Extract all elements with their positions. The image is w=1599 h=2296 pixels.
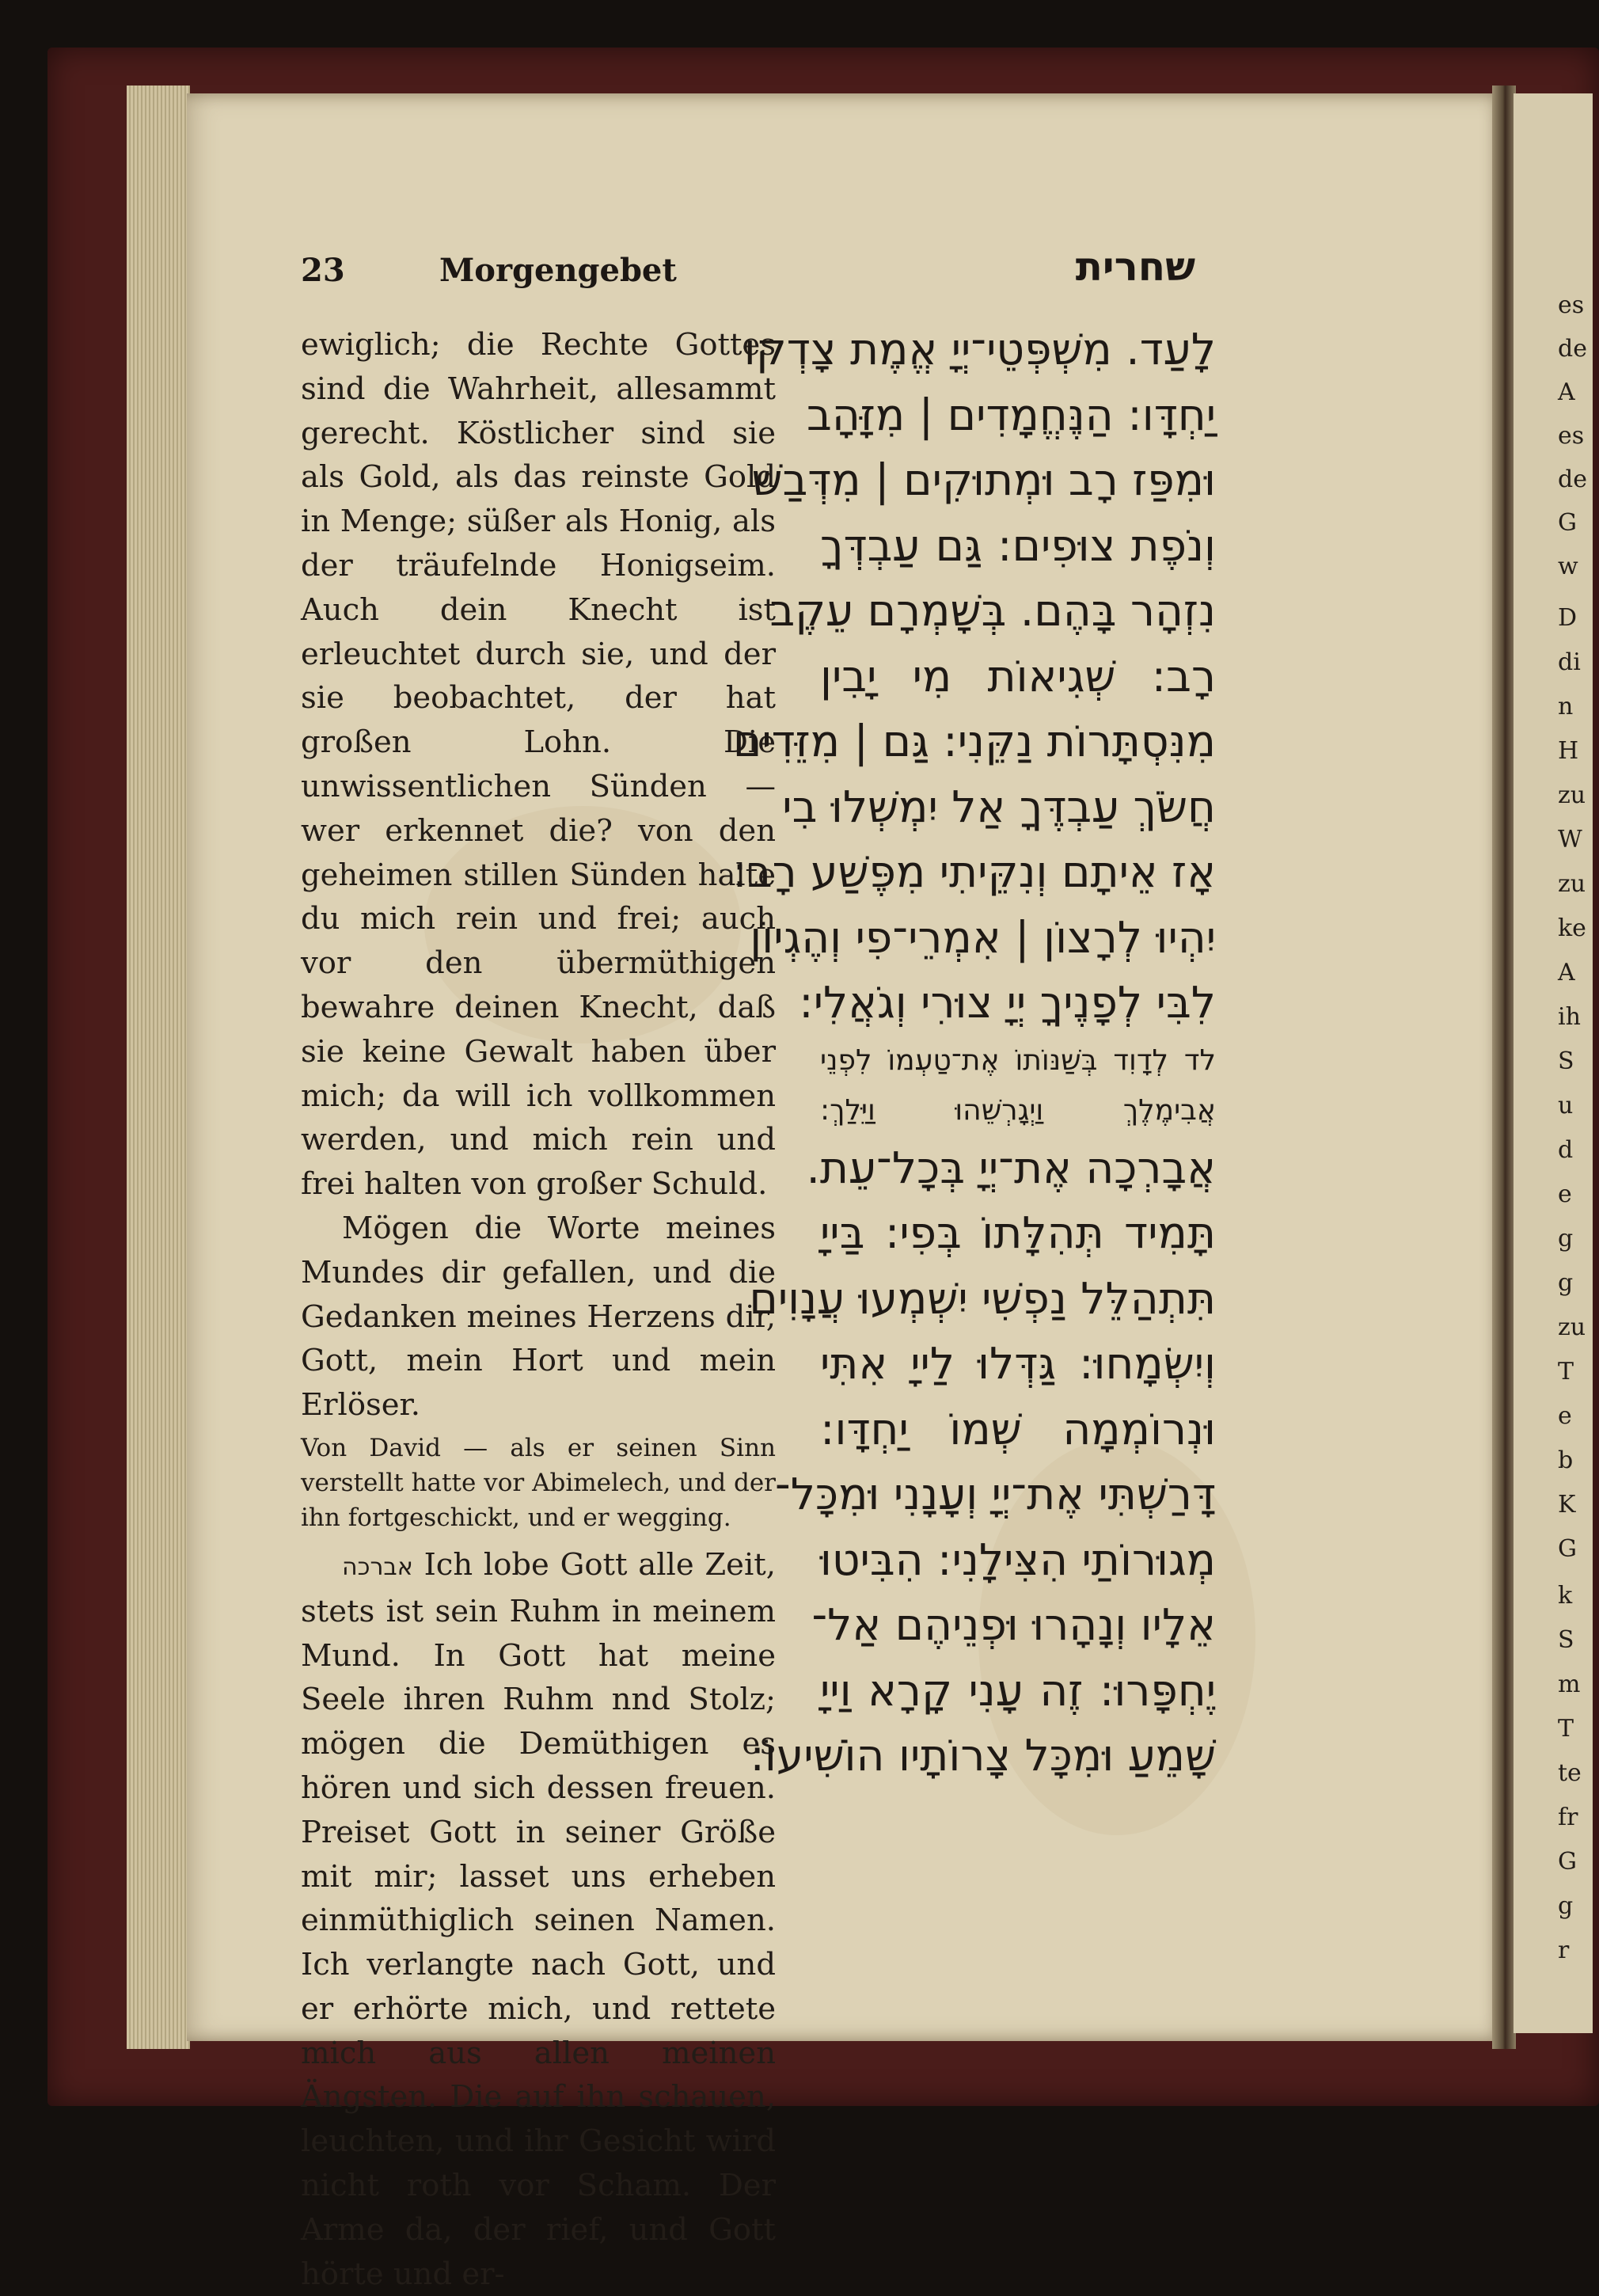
next-page-fragment: de (1558, 466, 1587, 493)
hebrew-line: שָׁמֵעַ וּמִכָּל צָרוֹתָיו הוֹשִׁיעוֹ: (750, 1730, 1216, 1781)
hebrew-line: יִהְיוּ לְרָצוֹן | אִמְרֵי־פִי וְהֶגְיוֹן (750, 911, 1216, 963)
next-page-fragment: ke (1558, 914, 1586, 942)
hebrew-line: אֵלָיו וְנָהָרוּ וּפְנֵיהֶם אַל־ (811, 1599, 1216, 1650)
next-page-fragment: d (1558, 1136, 1574, 1164)
next-page-fragment: T (1558, 1358, 1574, 1386)
hebrew-line: אָז אֵיתָם וְנִקֵּיתִי מִפֶּשַׁע רָב: (732, 846, 1216, 897)
next-page-fragment: D (1558, 604, 1578, 632)
next-page-fragment: S (1558, 1047, 1574, 1075)
next-page-fragment: G (1558, 1535, 1577, 1563)
next-page-fragment: W (1558, 826, 1582, 853)
next-page-fragment: e (1558, 1402, 1572, 1430)
next-page-fragment: te (1558, 1759, 1582, 1787)
hebrew-caption-line: לד לְדָוִד בְּשַׁנּוֹתוֹ אֶת־טַעְמוֹ לִפְנֵי (820, 1043, 1216, 1077)
next-page-fragment: g (1558, 1269, 1574, 1297)
running-head (301, 244, 1195, 307)
next-page-fragment: de (1558, 335, 1587, 363)
hebrew-line: תִּתְהַלֵּל נַפְשִׁי יִשְׁמְעוּ עֲנָוִים (749, 1272, 1216, 1324)
next-page-fragment: u (1558, 1092, 1574, 1119)
german-paragraph-text: Ich lobe Gott alle Zeit, stets ist sein Ruhm in meinem Mund. In Gott hat meine Seele ihren Ruhm nnd Stolz; mögen die Demüthigen es hören und sich dessen freuen. Preiset Gott in seiner Größe mit mir; lasset uns erheben einmüthiglich seinen Namen. Ich verlangte nach Gott, und er erhörte mich, und rettete mich aus allen meinen Ängsten. Die auf ihn schauen, leuchten, und ihr Gesicht wird nicht roth vor Scham. Der Arme da, der rief, und Gott hörte und er- (301, 1546, 776, 2292)
hebrew-line: אֲבָרְכָה אֶת־יְיָ בְּכָל־עֵת. (806, 1142, 1216, 1193)
german-paragraph: ewiglich; die Rechte Gottes sind die Wahrheit, allesammt gerecht. Köstlicher sind sie als Gold, als das reinste Gold in Menge; süßer als Honig, als der träufelnde Honigseim. Auch dein Knecht ist erleuchtet durch sie, und der sie beobachtet, der hat großen Lohn. Die unwissentlichen Sünden — wer erkennet die? von den geheimen stillen Sünden halte du mich rein und frei; auch vor den übermüthigen bewahre deinen Knecht, daß sie keine Gewalt haben über mich; da will ich vollkommen werden, und mich rein und frei halten von großer Schuld. (301, 327, 776, 1203)
hebrew-line: וּמִפַּז רָב וּמְתוּקִים | מִדְּבַשׁ (751, 454, 1216, 505)
hebrew-line: מִנִּסְתָּרוֹת נַקֵּנִי: גַּם | מִזֵּדִים (732, 716, 1216, 766)
next-page-fragment: w (1558, 553, 1578, 580)
next-page-fragment: G (1558, 1848, 1577, 1876)
next-page-fragment: G (1558, 509, 1577, 537)
hebrew-column (732, 317, 1216, 1789)
german-paragraph: Mögen die Worte meines Mundes dir gefallen, und die Gedanken meines Herzens dir, Gott, mein Hort und mein Erlöser. (301, 1210, 776, 1424)
hebrew-line: יֶחְפָּרוּ: זֶה עָנִי קָרָא וַייָ (820, 1664, 1216, 1716)
next-page-fragment: g (1558, 1225, 1574, 1253)
next-page-fragment: g (1558, 1892, 1574, 1920)
hebrew-line: יַחְדָּו: הַנֶּחֱמָדִים | מִזָּהָב (807, 389, 1216, 440)
next-page-fragment: A (1558, 959, 1575, 986)
next-page-fragment: r (1558, 1937, 1570, 1964)
next-page-fragment: zu (1558, 781, 1586, 809)
hebrew-line: לִבִּי לְפָנֶיךָ יְיָ צוּרִי וְגֹאֲלִי: (799, 977, 1216, 1028)
german-paragraph (301, 1543, 776, 2296)
next-page-fragment: ih (1558, 1003, 1581, 1031)
page-title-german: Morgengebet (439, 252, 677, 289)
next-page-fragment: b (1558, 1446, 1574, 1474)
hebrew-line: חֲשֹׂךְ עַבְדֶּךָ אַל יִמְשְׁלוּ בִי (782, 781, 1216, 832)
hebrew-line: דָּרַשְׁתִּי אֶת־יְיָ וְעָנָנִי וּמִכָּל־ (774, 1469, 1216, 1519)
next-page-fragment: S (1558, 1626, 1574, 1654)
hebrew-line: מְגוּרוֹתַי הִצִּילָנִי: הִבִּיטוּ (819, 1534, 1216, 1585)
next-page-fragment: m (1558, 1671, 1581, 1698)
hebrew-line: רָב: שְׁגִיאוֹת מִי יָבִין (820, 650, 1216, 701)
next-page-fragment: T (1558, 1715, 1574, 1743)
hebrew-line: תָּמִיד תְּהִלָּתוֹ בְּפִי: בַּייָ (820, 1207, 1216, 1258)
german-column (301, 323, 776, 2296)
next-page-edge (1514, 93, 1593, 2033)
next-page-fragment: es (1558, 291, 1585, 319)
next-page-fragment: A (1558, 378, 1575, 406)
psalm-caption: Von David — als er seinen Sinn verstellt hatte vor Abimelech, und der ihn fortgeschickt, und er wegging. (301, 1433, 776, 1532)
next-page-fragment: di (1558, 648, 1581, 676)
next-page-fragment: zu (1558, 870, 1586, 898)
next-page-fragment: e (1558, 1180, 1572, 1208)
page-edges (127, 86, 190, 2049)
book-gutter (1492, 86, 1516, 2049)
next-page-fragment: k (1558, 1582, 1573, 1610)
hebrew-line: לָעַד. מִשְׁפְּטֵי־יְיָ אֱמֶת צָדְקוּ (743, 324, 1216, 374)
next-page-fragment: K (1558, 1491, 1576, 1519)
hebrew-keyword: אברכה (342, 1553, 413, 1581)
hebrew-line: וְיִשְׂמָחוּ: גַּדְּלוּ לַייָ אִתִּי (820, 1338, 1216, 1389)
next-page-fragment: es (1558, 422, 1585, 450)
next-page-fragment: n (1558, 693, 1574, 720)
page-number: 23 (301, 252, 345, 289)
next-page-fragment: zu (1558, 1313, 1586, 1341)
hebrew-line: נִזְהָר בָּהֶם. בְּשָׁמְרָם עֵקֶב (769, 585, 1216, 636)
page-title-hebrew: שחרית (1075, 244, 1195, 290)
hebrew-line: וְנֹפֶת צוּפִים: גַּם עַבְדְּךָ (820, 519, 1216, 571)
hebrew-caption-line: אֲבִימֶלֶךְ וַיְגָרְשֵׁהוּ וַיֵּלַךְ: (820, 1093, 1216, 1127)
next-page-fragment: fr (1558, 1804, 1578, 1831)
next-page-fragment: H (1558, 737, 1579, 765)
hebrew-line: וּנְרוֹמְמָה שְׁמוֹ יַחְדָּו: (820, 1403, 1216, 1454)
